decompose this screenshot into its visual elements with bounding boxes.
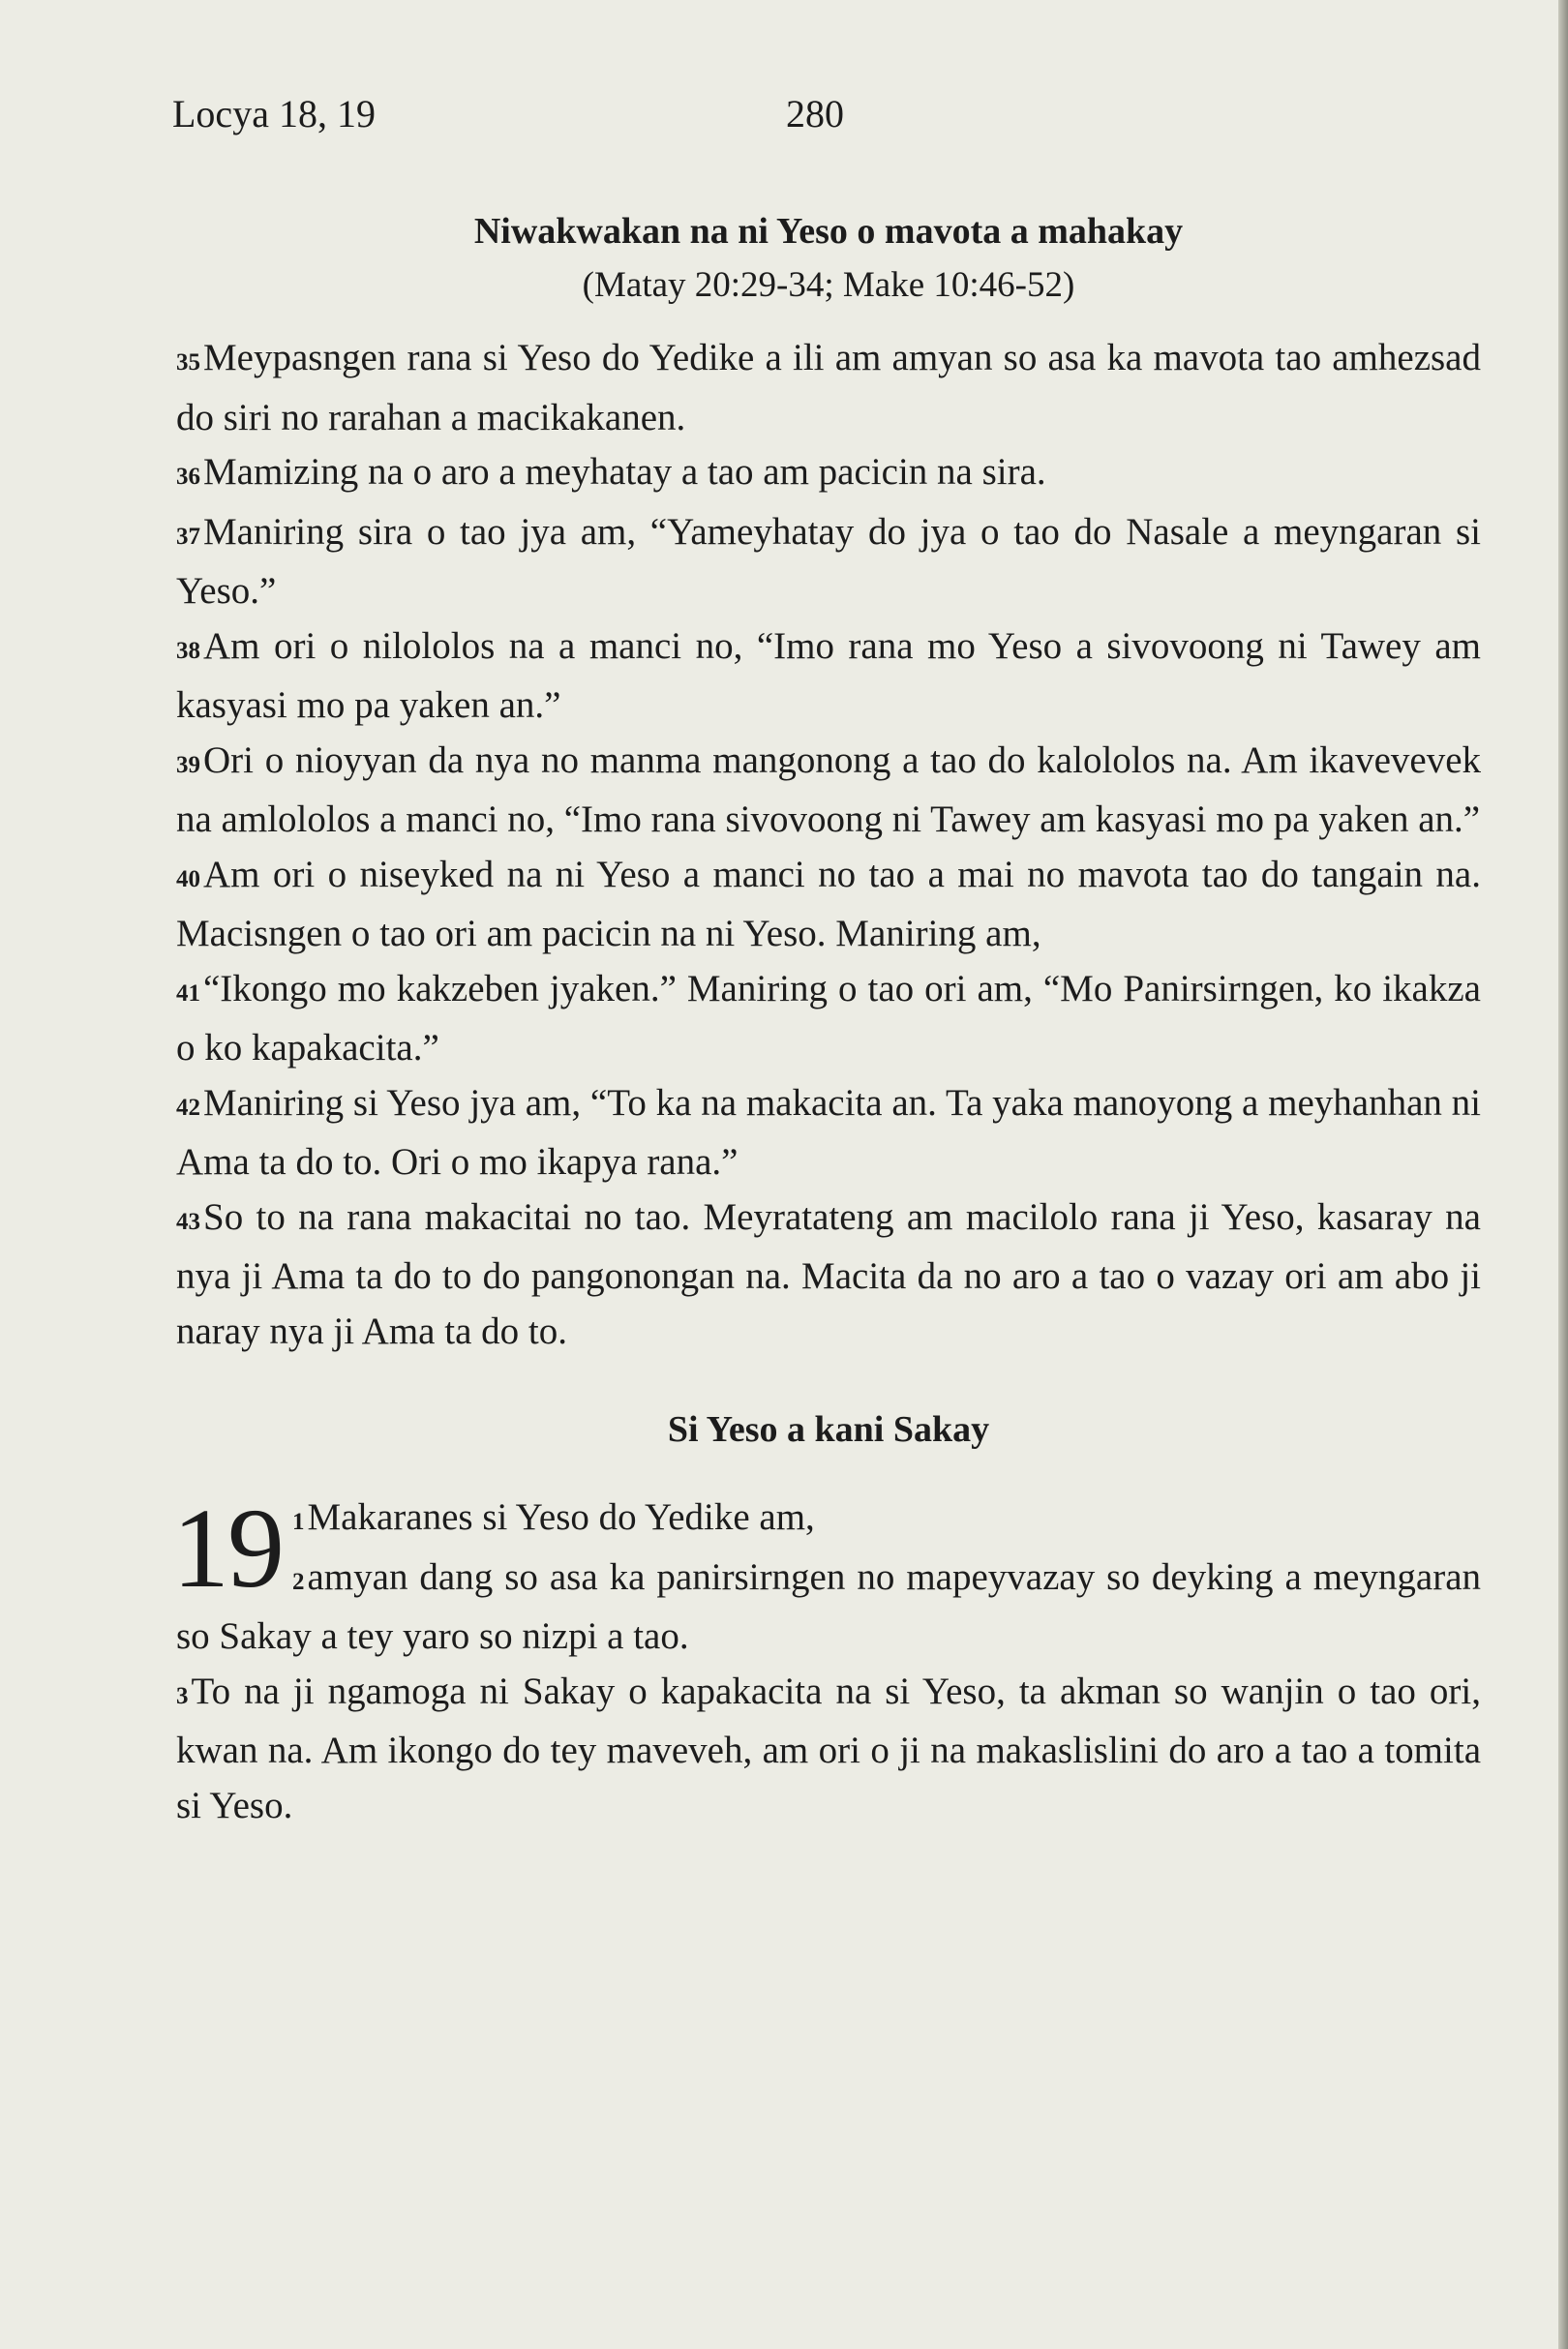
verse-text: amyan dang so asa ka panirsirngen no mapeyvazay so deyking a meyngaran so Sakay a tey yaro so nizpi a tao. <box>176 1555 1481 1657</box>
section-heading: Niwakwakan na ni Yeso o mavota a mahakay <box>473 211 1184 252</box>
verse <box>176 1190 1481 1360</box>
verse <box>176 619 1481 734</box>
verse-number: 37 <box>176 523 200 550</box>
verse-number: 39 <box>176 751 200 778</box>
verse-text: Maniring sira o tao jya am, “Yameyhatay do jya o tao do Nasale a meyngaran si Yeso.” <box>176 510 1481 612</box>
verse-number: 35 <box>176 349 200 376</box>
page-body <box>172 203 1481 1833</box>
verse-text: Ori o nioyyan da nya no manma mangonong a tao do kalololos na. Am ikavevevek na amlololos a manci no, “Imo rana sivovoong ni Tawey am kasyasi mo pa yaken an.” <box>176 738 1481 840</box>
verse-number: 40 <box>176 865 200 892</box>
verse-number: 41 <box>176 979 200 1007</box>
verse-text: “Ikongo mo kakzeben jyaken.” Maniring o tao ori am, “Mo Panirsirngen, ko ikakza o ko kapakacita.” <box>176 967 1481 1069</box>
verse <box>176 1551 1481 1665</box>
verse <box>176 848 1481 962</box>
chapter-start <box>172 1485 1481 1833</box>
running-head-reference: Locya 18, 19 <box>172 92 376 136</box>
verse-number: 36 <box>176 464 200 490</box>
section-cross-reference: (Matay 20:29-34; Make 10:46-52) <box>582 265 1075 305</box>
verse-text: Meypasngen rana si Yeso do Yedike a ili am amyan so asa ka mavota tao amhezsad do siri no rarahan a macikakanen. <box>176 337 1481 438</box>
verse <box>176 1491 1481 1551</box>
verse-number: 2 <box>292 1568 305 1595</box>
verse-number: 3 <box>176 1682 189 1709</box>
section-heading: Si Yeso a kani Sakay <box>667 1409 990 1450</box>
verse-text: To na ji ngamoga ni Sakay o kapakacita na si Yeso, ta akman so wanjin o tao ori, kwan na. Am ikongo do tey maveveh, am ori o ji na makaslislini do aro a tao a tomita si Yeso. <box>176 1670 1481 1826</box>
verse-text: Maniring si Yeso jya am, “To ka na makacita an. Ta yaka manoyong a meyhanhan ni Ama ta do to. Ori o mo ikapya rana.” <box>176 1081 1481 1183</box>
verse-text: So to na rana makacitai no tao. Meyratateng am macilolo rana ji Yeso, kasaray na nya ji Ama ta do to do pangonongan na. Macita da no aro a tao o vazay ori am abo ji naray nya ji Ama ta do to. <box>176 1195 1481 1352</box>
verse-number: 1 <box>292 1509 305 1535</box>
verse <box>176 962 1481 1076</box>
verse-text: Am ori o nilololos na a manci no, “Imo rana mo Yeso a sivovoong ni Tawey am kasyasi mo pa yaken an.” <box>176 624 1481 726</box>
verse-text: Am ori o niseyked na ni Yeso a manci no tao a mai no mavota tao do tangain na. Macisngen o tao ori am pacicin na ni Yeso. Maniring am, <box>176 853 1481 954</box>
verse-number: 43 <box>176 1208 200 1235</box>
verse <box>176 445 1481 505</box>
verse <box>176 331 1481 445</box>
verse <box>176 1076 1481 1190</box>
page-edge <box>1558 0 1568 2349</box>
chapter-number: 19 <box>172 1485 283 1611</box>
verse <box>176 505 1481 619</box>
page-number: 280 <box>786 92 844 136</box>
verse <box>176 734 1481 848</box>
verse-text: Mamizing na o aro a meyhatay a tao am pacicin na sira. <box>203 451 1046 493</box>
verse <box>176 1665 1481 1834</box>
verse-number: 42 <box>176 1094 200 1121</box>
page-header <box>172 85 1485 143</box>
verse-number: 38 <box>176 637 200 664</box>
verse-text: Makaranes si Yeso do Yedike am, <box>307 1496 815 1538</box>
